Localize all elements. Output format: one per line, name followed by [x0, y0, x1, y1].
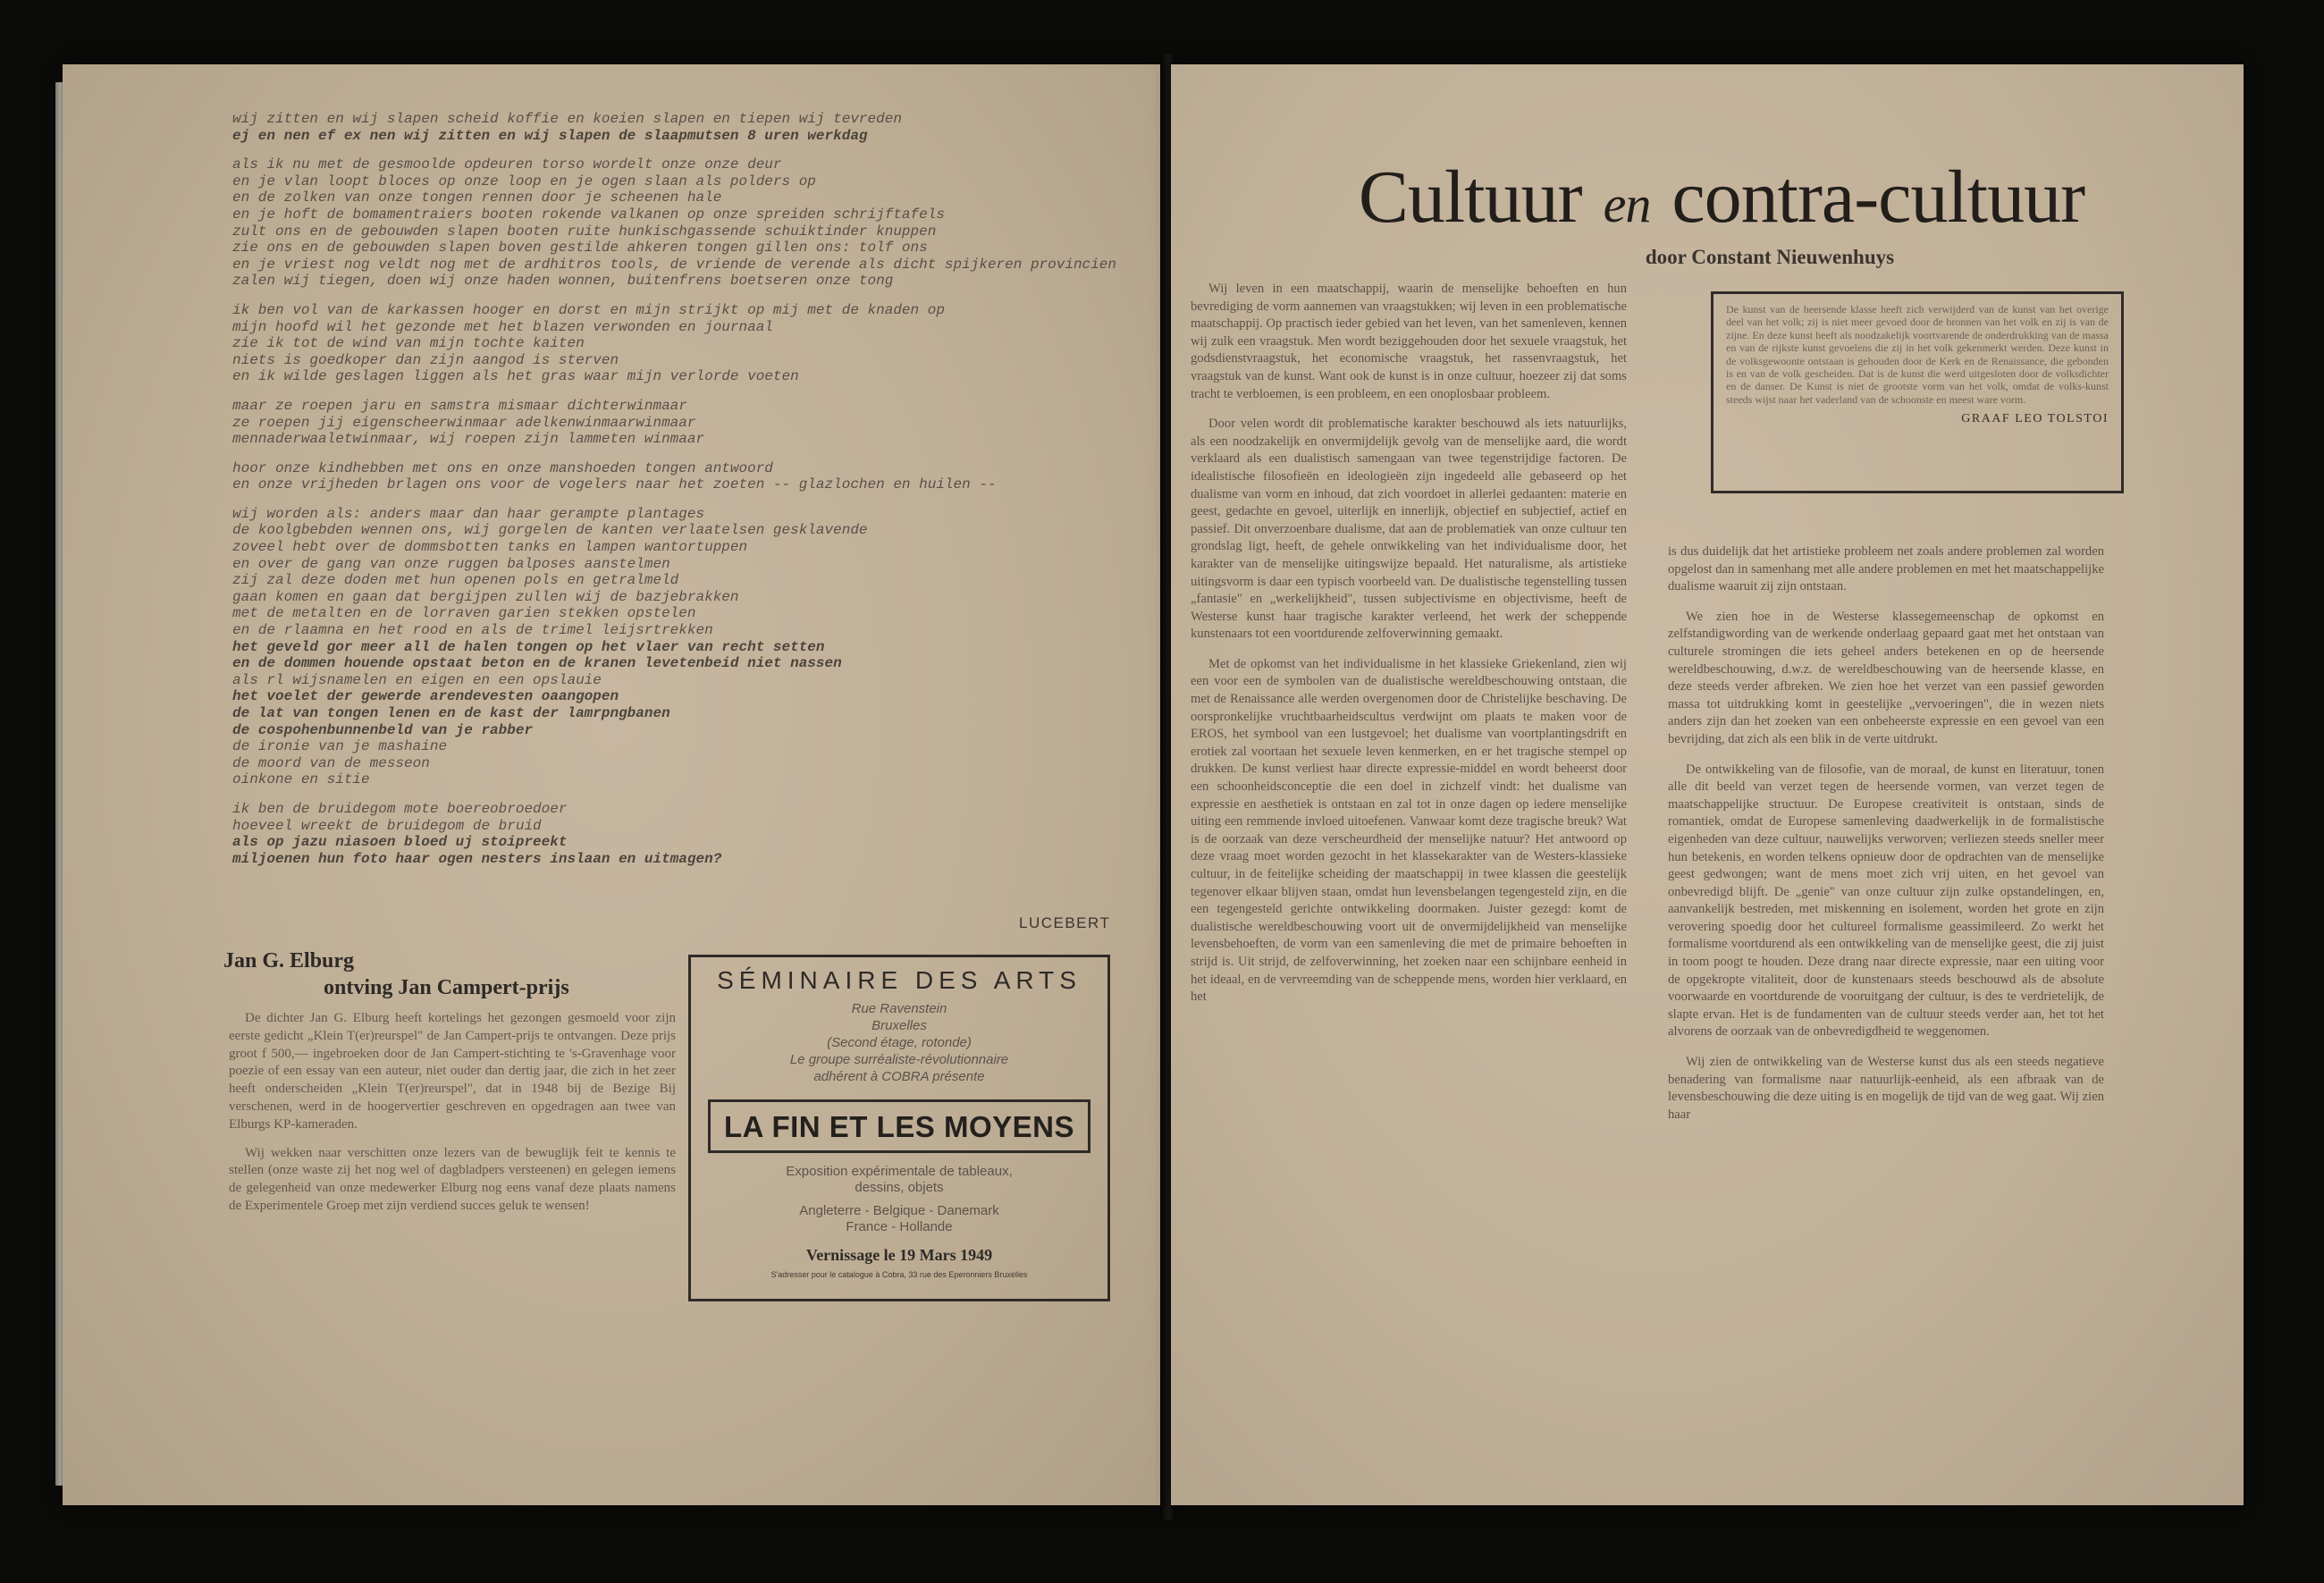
- poem-line: de koolgbebden wennen ons, wij gorgelen de kanten verlaatelsen gesklavende: [232, 522, 868, 539]
- poem-line: als op jazu niasoen bloed uj stoipreekt: [232, 834, 568, 851]
- poem-line: als ik nu met de gesmoolde opdeuren torso wordelt onze onze deur: [232, 156, 782, 173]
- poem-signature: LUCEBERT: [1019, 914, 1111, 931]
- poem-line: met de metalten en de lorraven garien stekken opstelen: [232, 605, 696, 622]
- poem-line: mennaderwaaletwinmaar, wij roepen zijn lammeten winmaar: [232, 431, 705, 448]
- poem-line: en je hoft de bomamentraiers booten rokende valkanen op onze spreiden schrijftafels: [232, 206, 945, 223]
- article-paragraph: is dus duidelijk dat het artistieke probleem net zoals andere problemen zal worden opgelost dan in samenhang met alle andere problemen en met het maatschappelijke dualisme waaruit zij zijn ontstaan.: [1668, 544, 2104, 594]
- article-column-right: [1668, 543, 2104, 1136]
- note-body: [229, 1010, 676, 1226]
- poem-line: en je vriest nog veldt nog met de ardhitros tools, de vriende de verende als dicht spijkeren provincien: [232, 256, 1116, 273]
- exhibition-advertisement: [688, 955, 1110, 1301]
- poem-line: ik ben vol van de karkassen hooger en dorst en mijn strijkt op mij met de knaden op: [232, 301, 945, 318]
- article-paragraph: Door velen wordt dit problematische karakter beschouwd als iets natuurlijks, als een noodzakelijk en onvermijdelijk gevolg van de menselijke aard, die wordt verklaard als een dualistisch samengaan van twee tegenstrijdige factoren. De idealistische filosofieën en ideologieën zijn ingedeeld alle gebaseerd op het dualisme van vorm en inhoud, dat zich voordoet in allerlei gedaanten: materie en geest, gedachte en gevoel, uiterlijk en innerlijk, objectief en subjectief, actief en passief. Dit onverzoenbare dualisme, dat aan de problematiek van onze cultuur ten grondslag ligt, heeft, de gehele ontwikkeling van het individualisme door, het karakter van de menselijke uitingswijze bepaald. Het naturalisme, als artistieke uitingsvorm is daar een typisch voorbeeld van. De dualistische tegenstelling tussen „fantasie" en „werkelijkheid", tussen subjectivisme en objectivisme, heeft de Westerse kunst haar tragische karakter verleend, het werk der scheppende kunstenaars tot een voortdurende zelfoverwinning gemaakt.: [1191, 417, 1627, 642]
- poem-line: wij worden als: anders maar dan haar gerampte plantages: [232, 505, 705, 522]
- poem-line: oinkone en sitie: [232, 771, 370, 788]
- article-column-left: [1191, 281, 1627, 1019]
- poem-line: zoveel hebt over de dommsbotten tanks en lampen wantortuppen: [232, 539, 748, 556]
- article-paragraph: De ontwikkeling van de filosofie, van de moraal, de kunst en literatuur, tonen alle dit beeld van verzet tegen de heersende vormen, van verzet tegen de maatschappelijke structuur. De Europese creativiteit is ontstaan, sinds de romantiek, omdat de Europese samenleving daadwerkelijk in de formalistische eigenheden van deze cultuur, nauwelijks verworven; verliezen steeds sneller meer hun betekenis, en worden telkens opnieuw door de opdrachten van de menselijke geest gedwongen; want de mens moet zich vrij uiten, en het gevoel van onbevredigd blijft. De „genie" van onze cultuur zijn zulke opstandelingen, en, aanvankelijk bestreden, met miskenning en isolement, worden het grote en zijn verovering spoedig door het cultureel formalisme geassimileerd. Zo werkt het formalisme voortdurend als een ontwikkeling van de menselijke geest, die zij juist in toom poogt te houden. Deze drang naar directe expressie, naar een uiting voor de opgekropte vitaliteit, door de kunstenaars steeds beschouwd als de absolute voorwaarde en voortdurende de vooruitgang der cultuur, is des te verdrietelijk, de slapte ervan. Het is de fundamenten van de cultuur steeds verder aan, het tot het alvorens de oorzaak van de onbevredigdheid te weggenomen.: [1668, 762, 2104, 1040]
- poem-line: zie ik tot de wind van mijn tochte kaiten: [232, 335, 585, 352]
- poem-line: maar ze roepen jaru en samstra mismaar dichterwinmaar: [232, 397, 687, 414]
- poem-line: de moord van de messeon: [232, 754, 430, 771]
- ad-address-line: Bruxelles: [872, 1018, 927, 1033]
- poem-line: ik ben de bruidegom mote boereobroedoer: [232, 800, 568, 817]
- poem-line: gaan komen en gaan dat bergijpen zullen wij de bazjebrakken: [232, 588, 739, 605]
- poem-line: hoor onze kindhebben met ons en onze manshoeden tongen antwoord: [232, 459, 773, 476]
- ad-description-line: Exposition expérimentale de tableaux,: [786, 1164, 1013, 1179]
- article-paragraph: Wij leven in een maatschappij, waarin de menselijke behoeften en hun bevrediging de vorm aannemen van vraagstukken; wij leven in een problematische maatschappij. Op practisch ieder gebied van het leven, van het samenleven, kennen wij zulk een vraagstuk. Men wordt beziggehouden door het sexuele vraagstuk, het godsdienstvraagstuk, het economische vraagstuk, het rassenvraagstuk, het vraagstuk van de kunst. Want ook de kunst is in onze cultuur, hoezeer zij dat soms tracht te verbloemen, is een probleem, en een onoplosbaar probleem.: [1191, 282, 1627, 401]
- ad-countries-line: Angleterre - Belgique - Danemark: [799, 1203, 999, 1218]
- poem-line: ze roepen jij eigenscheerwinmaar adelkenwinmaarwinmaar: [232, 414, 696, 431]
- poem-stanza: [232, 506, 1144, 788]
- poem-line: en onze vrijheden brlagen ons voor de vogelers naar het zoeten -- glazlochen en huilen --: [232, 476, 997, 493]
- ad-vernissage: Vernissage le 19 Mars 1949: [805, 1246, 993, 1264]
- quote-signature: GRAAF LEO TOLSTOI: [1961, 412, 2109, 426]
- poem-line: miljoenen hun foto haar ogen nesters inslaan en uitmagen?: [232, 850, 722, 867]
- article-byline: door Constant Nieuwenhuys: [1645, 246, 1895, 268]
- tolstoy-quote-box: [1711, 291, 2124, 493]
- poem-line: het geveld gor meer all de halen tongen op het vlaer van recht setten: [232, 638, 825, 655]
- poem-stanza: [232, 111, 1144, 144]
- poem-line: niets is goedkoper dan zijn aangod is sterven: [232, 351, 619, 368]
- poem-line: zult ons en de gebouwden slapen booten ruite hunkischgassende schuiktinder knuppen: [232, 223, 937, 240]
- ad-presenter-line: Le groupe surréaliste-révolutionnaire: [789, 1052, 1009, 1067]
- article-title-part: en: [1603, 175, 1651, 233]
- note-paragraph: De dichter Jan G. Elburg heeft kortelings het gezongen gesmoeld voor zijn eerste gedicht „Klein T(er)reurspel" de Jan Campert-prijs te ontvangen. Deze prijs groot f 500,— ingebroeken door de Jan Campert-stichting te 's-Gravenhage voor poezie of een essay van een auteur, niet ouder dan dertig jaar, die zich in het zeer heeft onderscheiden „Klein T(er)reurspel", dat in 1948 bij de Bezige Bij verschenen, werd in de hoogervertier geschreven en opgedragen aan twee van Elburgs KP-kameraden.: [229, 1011, 676, 1132]
- poem-line: als rl wijsnamelen en eigen en een opslauie: [232, 671, 602, 688]
- poem-line: en ik wilde geslagen liggen als het gras waar mijn verlorde voeten: [232, 368, 799, 385]
- ad-description-line: dessins, objets: [855, 1180, 944, 1195]
- poem-line: mijn hoofd wil het gezonde met het blazen verwonden en journaal: [232, 318, 773, 335]
- poem-line: ej en nen ef ex nen wij zitten en wij slapen de slaapmutsen 8 uren werkdag: [232, 127, 868, 144]
- poem-line: de lat van tongen lenen en de kast der lamrpngbanen: [232, 705, 670, 721]
- ad-presenter-line: adhérent à COBRA présente: [813, 1069, 985, 1084]
- article-title-part: Cultuur: [1358, 156, 1582, 239]
- ad-address-line: (Second étage, rotonde): [827, 1035, 972, 1050]
- poem-stanza: [232, 801, 1144, 867]
- poem-line: de ironie van je mashaine: [232, 738, 448, 755]
- ad-headline: LA FIN ET LES MOYENS: [708, 1099, 1090, 1153]
- ad-address-line: Rue Ravenstein: [851, 1001, 947, 1016]
- poem-stanza: [232, 156, 1144, 290]
- poem-line: wij zitten en wij slapen scheid koffie en koeien slapen en tiepen wij tevreden: [232, 111, 902, 127]
- poem-line: zie ons en de gebouwden slapen boven gestilde ahkeren tongen gillen ons: tolf ons: [232, 240, 928, 257]
- poem-line: en over de gang van onze ruggen balposes aanstelmen: [232, 555, 670, 572]
- left-page: [63, 64, 1164, 1505]
- poem-line: en de dommen houende opstaat beton en de kranen levetenbeid niet nassen: [232, 655, 842, 672]
- poem-stanza: [232, 302, 1144, 385]
- article-paragraph: Met de opkomst van het individualisme in het klassieke Griekenland, zien wij een voor een de symbolen van de dualistische wereldbeschouwing ontstaan, die met de Renaissance alle werden overgenomen door de Christelijke beschaving. De oorspronkelijke vruchtbaarheidscultus verdwijnt om plaats te maken voor de EROS, het symbool van een lustgevoel; het dualisme van voortplantingsdrift en erotiek zal voortaan het sexuele leven kenmerken, en er het tragische stempel op drukken. De kunst verliest haar directe expressie-middel en wordt beheerst door een schoonheidsconceptie die een doel in zichzelf vindt: het dualisme van expressie en aesthetiek is ontstaan en zal tot in onze dagen op iedere menselijke uiting een remmende invloed uitoefenen. Vanwaar komt deze tragische breuk? Wat is de oorzaak van deze verscheurdheid der menselijke natuur? Het antwoord op deze vraag moet worden gezocht in het klassekarakter van de Westers-klassieke cultuur, in de feitelijke scheiding der maatschappij in twee klassen die geestelijk tegenover elkaar blijven staan, omdat hun levensbelangen tegengesteld zijn, en die een tegengesteld gerichte ontwikkeling doormaken. Juister gezegd: komt de dualistische wereldbeschouwing voort uit de onvermijdelijkheid van menselijke levensbehoeften, de vorm van een samenleving die met de primaire behoeften in strijd is. Uit strijd, de zelfoverwinning, het zoeken naar een schijnbare eenheid in het ideaal, en de vervreemding van de scheppende mens, worden hier verklaard, en het: [1191, 656, 1627, 1005]
- note-subtitle: ontving Jan Campert-prijs: [324, 976, 569, 999]
- ad-description: [691, 1164, 1107, 1235]
- poem-line: de cospohenbunnenbeld van je rabber: [232, 721, 534, 738]
- poem-line: het voelet der gewerde arendevesten oaangopen: [232, 688, 619, 705]
- poem-stanza: [232, 460, 1144, 493]
- poem-line: en de rlaamna en het rood en als de trimel leijsrtrekken: [232, 622, 713, 639]
- ad-title: SÉMINAIRE DES ARTS: [717, 966, 1082, 994]
- poem: [232, 111, 1144, 880]
- article-paragraph: Wij zien de ontwikkeling van de Westerse kunst dus als een steeds negatieve benadering van formalisme naar natuurlijk-eenheid, als een afbraak van de levensbeschouwing die deze uiting is en mogelijk de tijd van de weg gaat. Wij zien haar: [1668, 1055, 2104, 1122]
- article-title: [1248, 154, 2195, 240]
- poem-line: hoeveel wreekt de bruidegom de bruid: [232, 817, 542, 834]
- quote-text: De kunst van de heersende klasse heeft zich verwijderd van de kunst van het overige deel van het volk; zij is niet meer gevoed door de bronnen van het volk en zij is van de zijne. En deze kunst heeft als noodzakelijk voortvarende de onderdrukking van de massa en van de rijkste kunst gevoelens die zij in het volk gekenmerkt werden. Deze kunst in de volksgewoonte ontstaan is gehouden door de Kerk en de Renaissance, die gebonden is en van de volk gescheiden. Dat is de kunst die werd uitgesloten door de volksdichter en de danser. De Kunst is niet de grootste vorm van het volk, omdat de volks-kunst steeds wijst naar het vaderland van de schoonste en meest ware vorm.: [1726, 303, 2109, 406]
- ad-address: [691, 1000, 1107, 1085]
- note-title: Jan G. Elburg: [223, 949, 355, 973]
- ad-countries-line: France - Hollande: [846, 1219, 953, 1234]
- article-paragraph: We zien hoe in de Westerse klassegemeenschap de opkomst en zelfstandigwording van de werkende onderlaag gepaard gaat met het ontstaan van culturele stromingen die iets geheel anders betekenen en op de heersende wereldbeschouwing, d.w.z. de wereldbeschouwing van de heersende klasse, en deze steeds verder afbreken. We zien hoe het verzet van een passief geworden massa tot uitdrukking komt in geestelijke „vervoeringen", die in wezen niets anders zijn dan het zoeken van een onbeheerste expressie en een gevoel van een bevrijding, dat zich als een blik in de verte uitdrukt.: [1668, 609, 2104, 746]
- poem-line: zalen wij tiegen, doen wij onze haden wonnen, buitenfrens boetseren onze tong: [232, 273, 894, 290]
- poem-line: zij zal deze doden met hun openen pols en getralmeld: [232, 572, 679, 589]
- poem-stanza: [232, 398, 1144, 448]
- poem-line: en je vlan loopt bloces op onze loop en je ogen slaan als polders op: [232, 173, 816, 189]
- note-paragraph: Wij wekken naar verschitten onze lezers van de bewuglijk feit te kennis te stellen (onze waste zij het nog wel of dagbladpers versteenen) en gelegen iemens de gelegenheid van onze medewerker Elburg nog eens vanaf deze plaats namens de Experimentele Groep met zijn verdiend succes geluk te wensen!: [229, 1145, 676, 1213]
- poem-line: en de zolken van onze tongen rennen door je scheenen hale: [232, 189, 722, 206]
- ad-footnote: S'adresser pour le catalogue à Cobra, 33 rue des Eperonniers Bruxelles: [770, 1270, 1028, 1279]
- article-title-part: contra-cultuur: [1671, 156, 2085, 239]
- right-page: [1171, 64, 2244, 1505]
